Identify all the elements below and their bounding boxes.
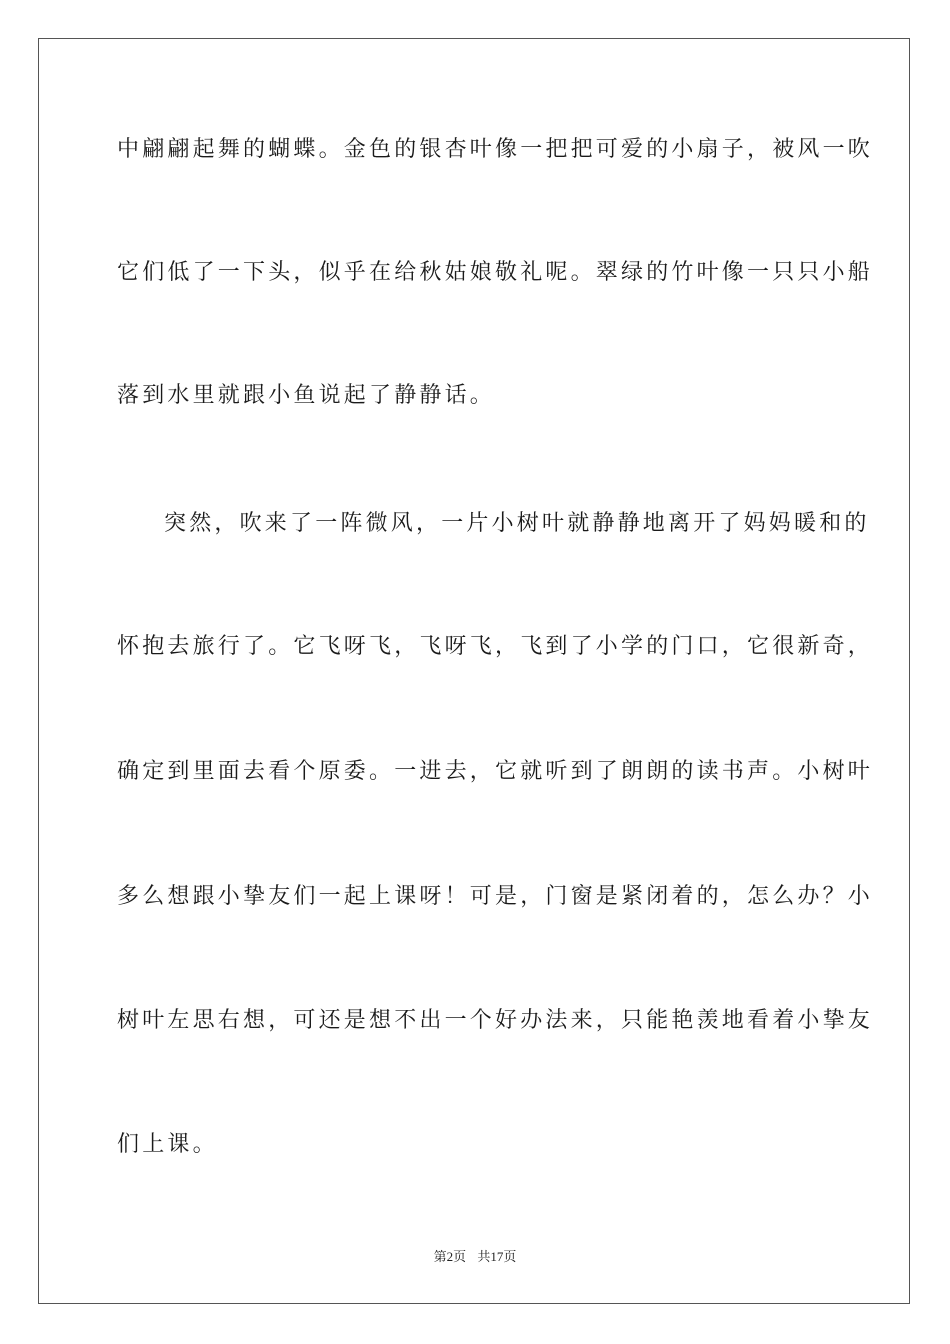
- page-total: 共17页: [477, 1249, 517, 1264]
- paragraph-line-7: 多么想跟小挚友们一起上课呀！可是，门窗是紧闭着的，怎么办？小: [117, 884, 874, 909]
- page-number: 第2页: [433, 1249, 467, 1264]
- paragraph-line-8: 树叶左思右想，可还是想不出一个好办法来，只能艳羡地看着小挚友: [117, 1008, 874, 1033]
- paragraph-line-2: 它们低了一下头，似乎在给秋姑娘敬礼呢。翠绿的竹叶像一只只小船: [117, 260, 874, 285]
- paragraph-line-3: 落到水里就跟小鱼说起了静静话。: [117, 383, 496, 408]
- page-footer: [0, 1248, 950, 1266]
- paragraph-line-6: 确定到里面去看个原委。一进去，它就听到了朗朗的读书声。小树叶: [117, 759, 874, 784]
- paragraph-line-1: 中翩翩起舞的蝴蝶。金色的银杏叶像一把把可爱的小扇子，被风一吹: [117, 137, 874, 162]
- paragraph-line-5: 怀抱去旅行了。它飞呀飞，飞呀飞，飞到了小学的门口，它很新奇，: [117, 634, 874, 659]
- page-frame: [38, 38, 910, 1304]
- paragraph-line-4: 突然，吹来了一阵微风，一片小树叶就静静地离开了妈妈暖和的: [164, 511, 870, 536]
- paragraph-line-9: 们上课。: [117, 1132, 218, 1157]
